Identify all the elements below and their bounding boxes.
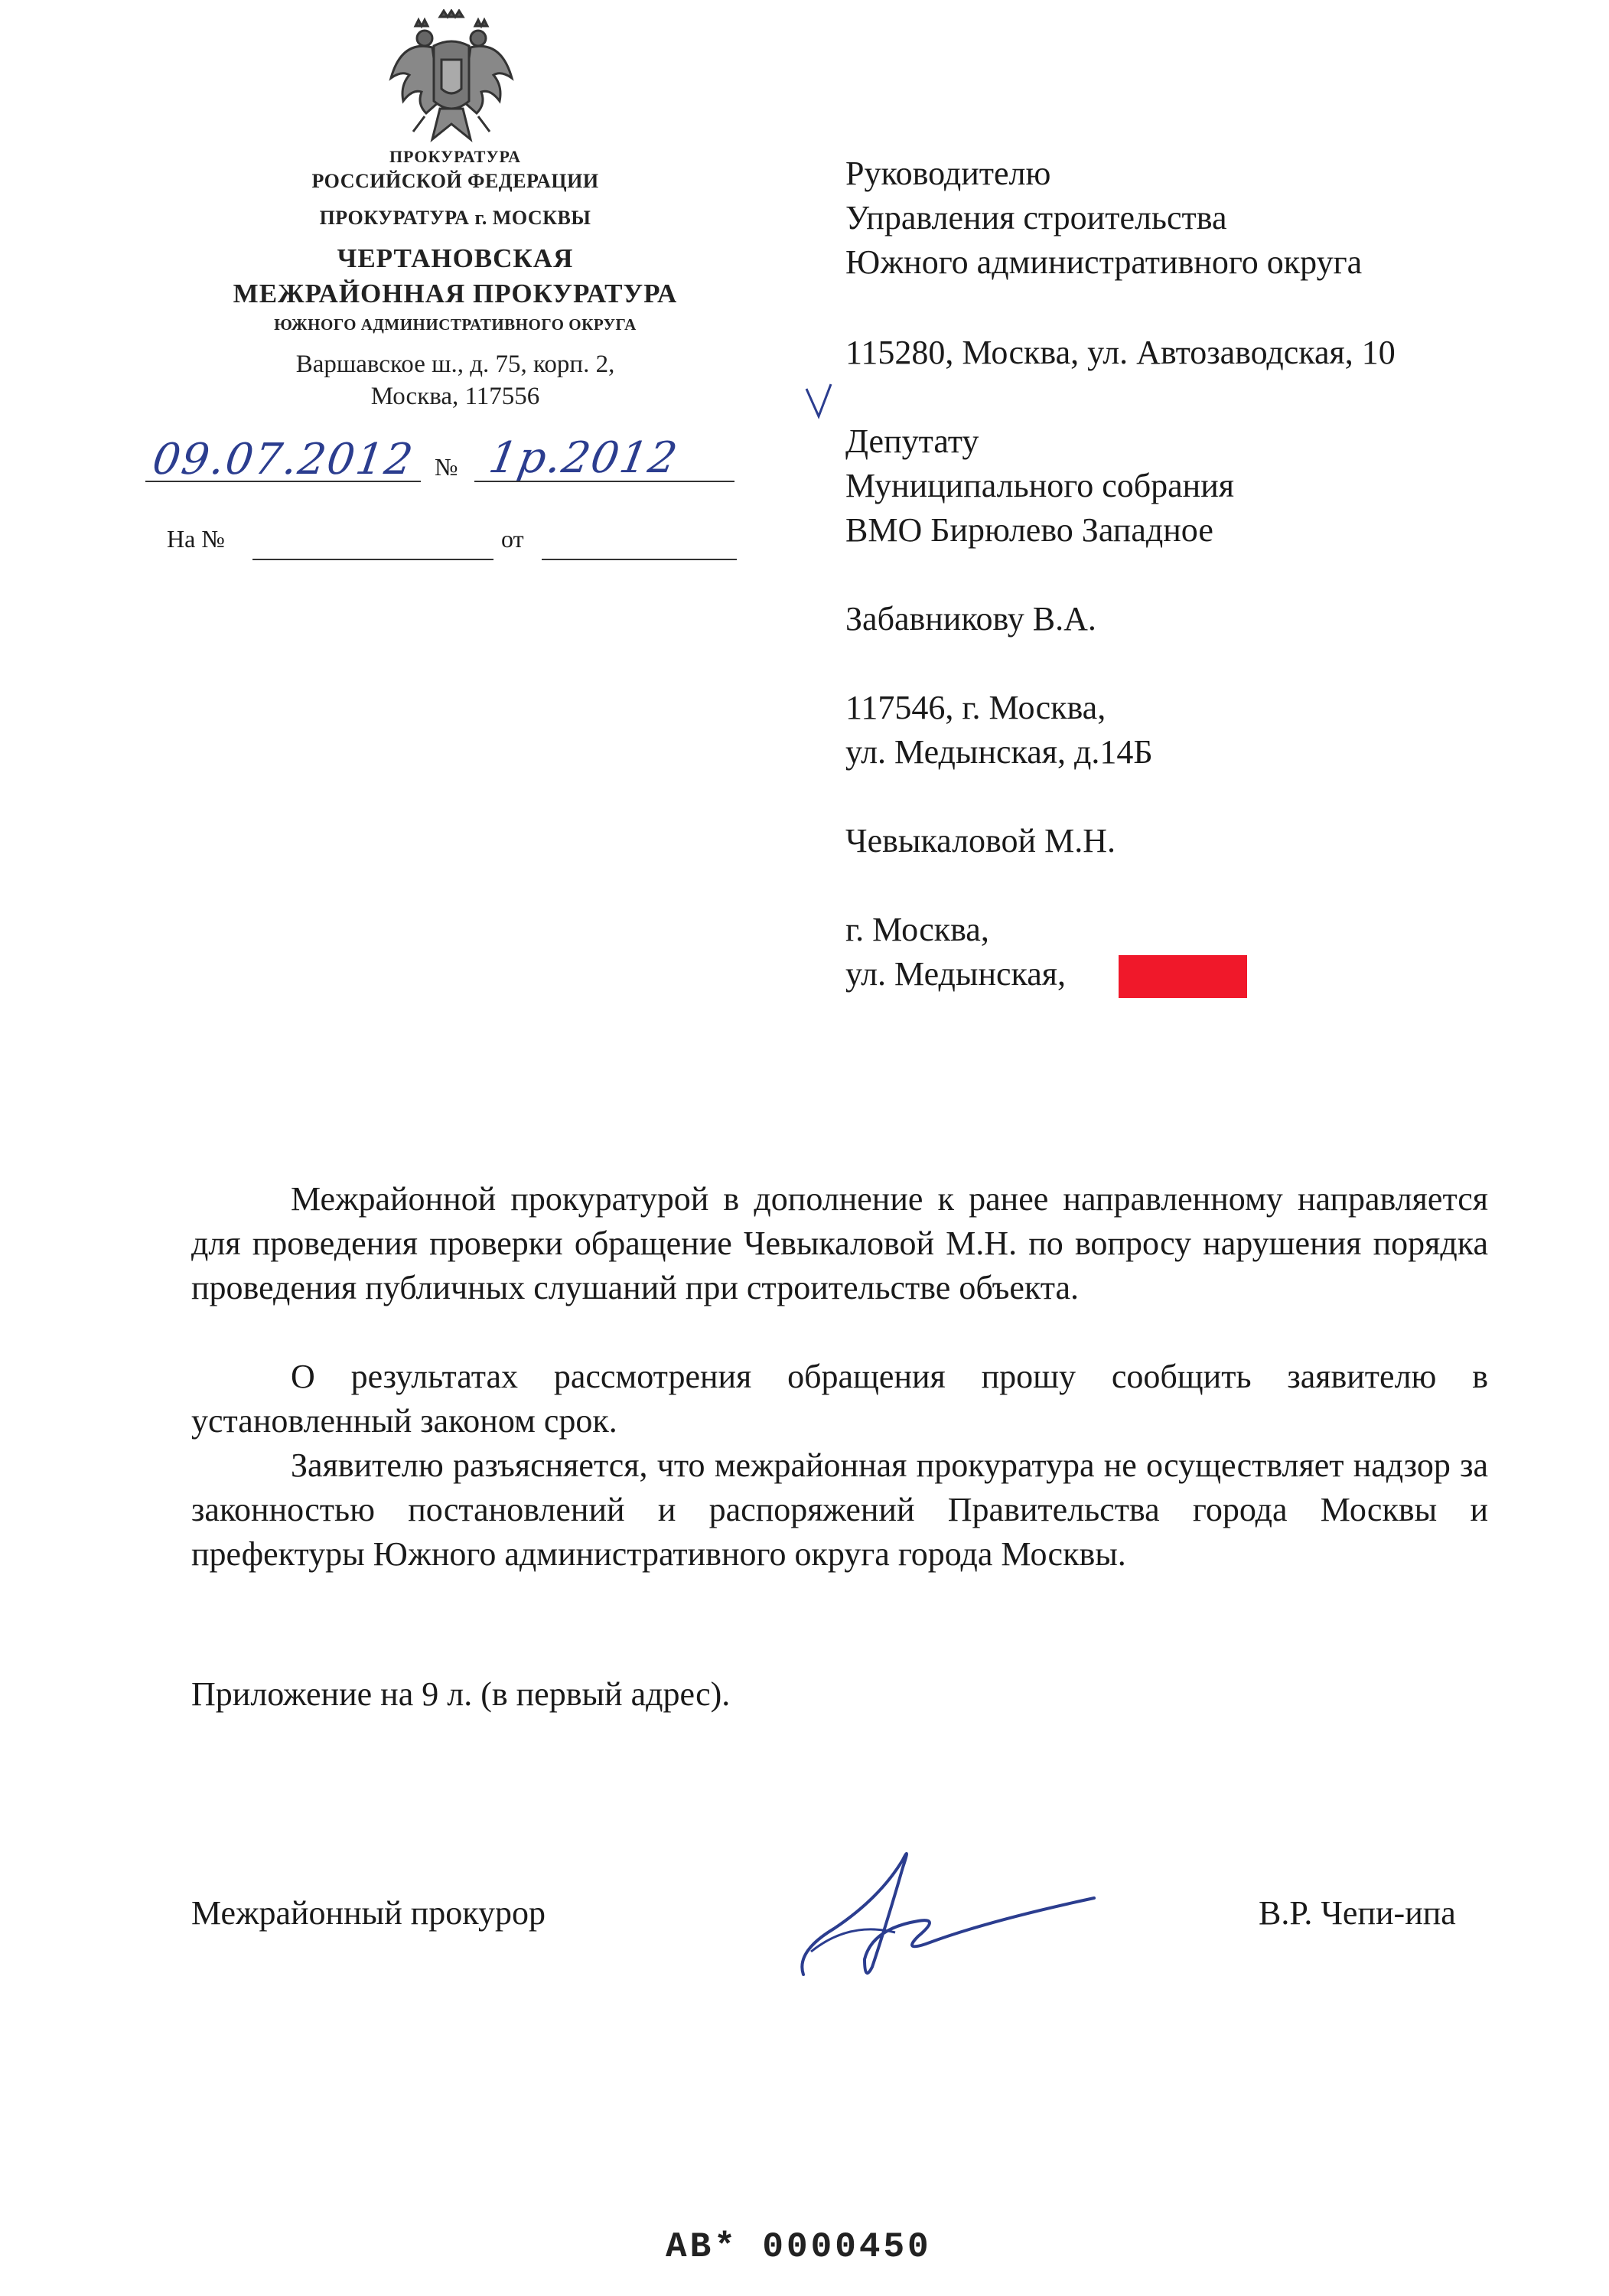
number-label: № <box>435 453 458 481</box>
body-paragraph-3-text: Заявителю разъясняется, что межрайонная прокуратура не осуществляет надзор за законностью постановлений и распоряжений Правительства города Москвы и префектуры Южного административного округа города Москвы. <box>191 1446 1488 1573</box>
body-paragraph-3 <box>191 1443 1488 1577</box>
date-underline <box>145 481 421 482</box>
checkmark-icon <box>803 383 834 421</box>
reference-underline <box>252 559 493 560</box>
addressee2-line2: Муниципального собрания <box>845 467 1234 504</box>
letterhead-org-line1: ПРОКУРАТУРА <box>389 147 522 166</box>
addressee2-line3: ВМО Бирюлево Западное <box>845 511 1213 549</box>
body-paragraph-1 <box>191 1177 1488 1310</box>
addressee2-address-line1: 117546, г. Москва, <box>845 689 1106 726</box>
signatory-title: Межрайонный прокурор <box>191 1894 546 1932</box>
attachment-note: Приложение на 9 л. (в первый адрес). <box>191 1675 731 1713</box>
letterhead-org-line5: МЕЖРАЙОННАЯ ПРОКУРАТУРА <box>233 279 678 308</box>
from-underline <box>542 559 737 560</box>
signatory-name: В.Р. Чепи-ипа <box>1259 1894 1456 1932</box>
reference-label: На № <box>167 525 225 553</box>
letterhead-address-line2: Москва, 117556 <box>370 383 540 410</box>
handwritten-number: 1р.2012 <box>485 433 682 483</box>
letterhead-org-line6: ЮЖНОГО АДМИНИСТРАТИВНОГО ОКРУГА <box>274 315 637 334</box>
addressee1-line3: Южного административного округа <box>845 243 1363 281</box>
from-label: от <box>501 525 524 553</box>
addressee1-line1: Руководителю <box>845 155 1051 192</box>
addressee1-address: 115280, Москва, ул. Автозаводская, 10 <box>845 334 1396 371</box>
addressee3-address-line2: ул. Медынская, <box>845 955 1067 993</box>
letterhead-org-line4: ЧЕРТАНОВСКАЯ <box>337 243 574 273</box>
coat-of-arms-icon <box>386 9 516 145</box>
addressee3-address-line1: г. Москва, <box>845 911 989 948</box>
addressee1-line2: Управления строительства <box>845 199 1227 236</box>
handwritten-date: 09.07.2012 <box>149 435 418 484</box>
addressee2-name: Забавникову В.А. <box>845 600 1096 638</box>
addressee2-line1: Депутату <box>845 422 979 460</box>
serial-number: АВ* 0000450 <box>666 2227 932 2267</box>
letterhead-org-line2: РОССИЙСКОЙ ФЕДЕРАЦИИ <box>311 170 599 192</box>
letterhead-org-line3: ПРОКУРАТУРА г. МОСКВЫ <box>319 207 591 229</box>
letterhead-address-line1: Варшавское ш., д. 75, корп. 2, <box>295 351 615 378</box>
addressee2-address-line2: ул. Медынская, д.14Б <box>845 733 1153 771</box>
body-paragraph-1-text: Межрайонной прокуратурой в дополнение к ранее направленному направляется для проведения проверки обращение Чевыкаловой М.Н. по вопросу нарушения порядка проведения публичных слушаний при строительстве объекта. <box>191 1180 1488 1306</box>
handwritten-signature <box>788 1837 1109 1990</box>
body-paragraph-2-text: О результатах рассмотрения обращения прошу сообщить заявителю в установленный законом срок. <box>191 1358 1488 1440</box>
number-underline <box>474 481 734 482</box>
body-paragraph-2 <box>191 1355 1488 1443</box>
addressee3-name: Чевыкаловой М.Н. <box>845 822 1116 859</box>
redaction-box <box>1119 955 1247 998</box>
